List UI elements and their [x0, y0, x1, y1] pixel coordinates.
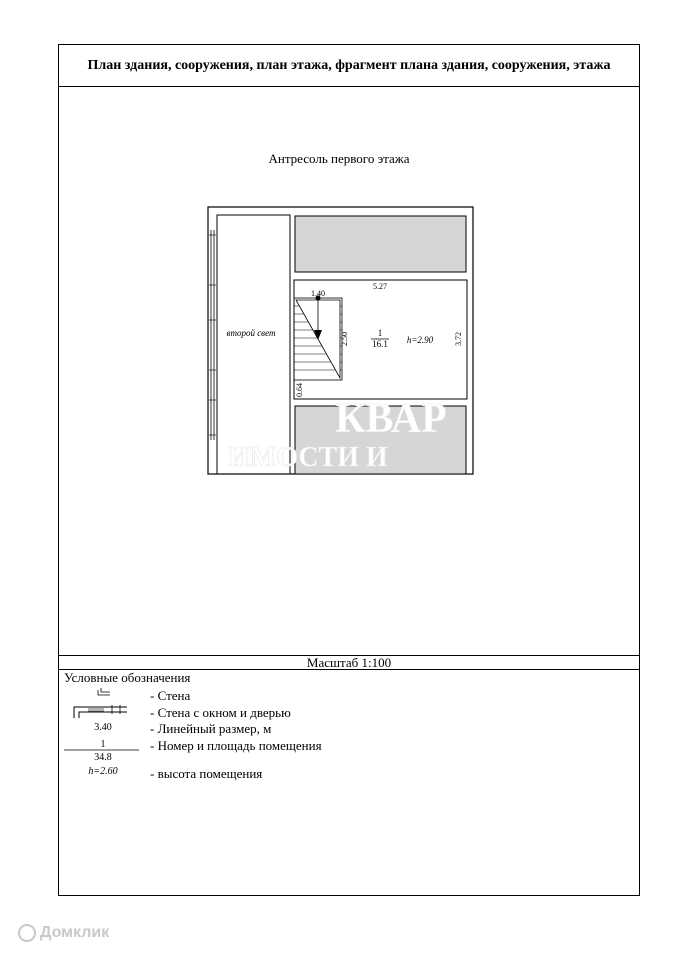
- second-light-void: [217, 215, 290, 474]
- dim-stair-length: 2.50: [340, 332, 349, 346]
- room-number: 1: [377, 328, 383, 338]
- watermark-logo-text: Домклик: [40, 924, 110, 941]
- dim-small: 0.64: [295, 383, 304, 397]
- legend-height-symbol: h=2.60: [88, 766, 118, 777]
- watermark-text-top: КВАР: [335, 396, 447, 442]
- second-light-label: второй свет: [226, 328, 276, 338]
- document-title: План здания, сооружения, план этажа, фрагмент плана здания, сооружения, этажа: [87, 58, 611, 73]
- legend-dimension-symbol: 3.40: [94, 722, 112, 733]
- legend-title: Условные обозначения: [64, 670, 191, 685]
- window-ticks: [209, 235, 216, 435]
- legend-room-area-symbol: 34.8: [94, 752, 112, 763]
- dim-stair-width: 1.40: [311, 289, 325, 298]
- dim-width: 5.27: [373, 282, 387, 291]
- watermark-text-bottom: ИМОСТИ И: [228, 442, 388, 473]
- legend-item-dimension: - Линейный размер, м: [150, 721, 272, 736]
- wall-symbol: [98, 688, 110, 695]
- room-height: h=2.90: [406, 335, 434, 345]
- legend-room-number-symbol: 1: [100, 739, 106, 750]
- legend-item-room: - Номер и площадь помещения: [150, 738, 322, 753]
- wall-window-door-symbol: [74, 705, 127, 718]
- plan-subtitle: Антресоль первого этажа: [268, 151, 410, 166]
- domclick-logo-icon: [18, 924, 36, 942]
- legend-item-wall: - Стена: [150, 688, 191, 703]
- room-area: 16.1: [372, 339, 388, 349]
- watermark-logo: [18, 924, 109, 942]
- legend-item-wall-window-door: - Стена с окном и дверью: [150, 705, 291, 720]
- scale-label: Масштаб 1:100: [59, 655, 639, 670]
- shaded-block-top: [295, 216, 466, 272]
- legend-item-height: - высота помещения: [150, 766, 263, 781]
- dim-height: 3.72: [454, 332, 463, 346]
